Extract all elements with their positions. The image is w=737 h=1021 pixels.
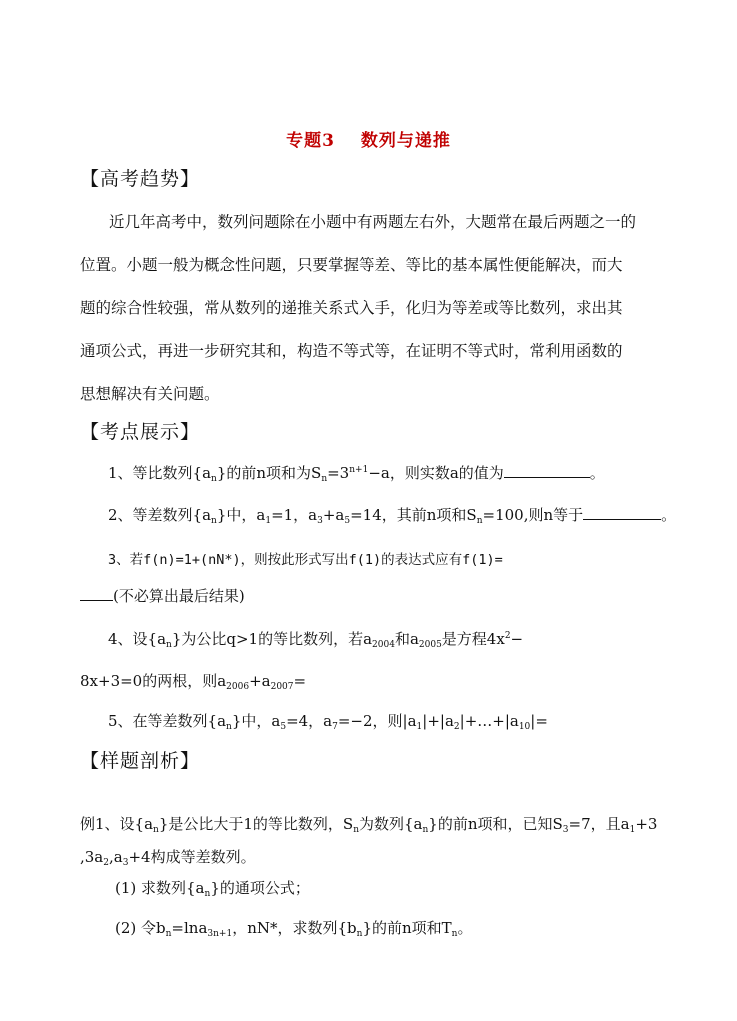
question-2: 2、等差数列$\{a_n\}$中，$a_1=1$，$a_3+a_5=14$，其前n项和$S_n=100$,则n等于 。	[108, 506, 677, 526]
question-3-line-2: (不必算出最后结果)	[80, 585, 245, 606]
answer-blank-1[interactable]	[504, 463, 590, 478]
example-1-line-2: $,3a_2,a_3+4$构成等差数列。	[80, 848, 256, 868]
example-1-part-1: (1) 求数列$\{a_n\}$的通项公式；	[115, 879, 310, 899]
section-heading-trend: 【高考趋势】	[80, 168, 201, 190]
question-1: 1、等比数列$\{a_n\}$的前n项和为$S_n=3^{n+1}-a$，则实数a的值为 。	[108, 464, 605, 484]
trend-line-3: 题的综合性较强，常从数列的递推关系式入手，化归为等差或等比数列，求出其	[80, 299, 623, 317]
page-title	[0, 126, 737, 151]
trend-line-4: 通项公式，再进一步研究其和，构造不等式等，在证明不等式时，常利用函数的	[80, 342, 623, 360]
title-topic-number: 专题3	[286, 131, 335, 151]
title-topic-name: 数列与递推	[360, 131, 451, 151]
question-3-line-1: 3、若f(n)=1+(nN*)，则按此形式写出f(1)的表达式应有f(1)=	[108, 552, 503, 568]
example-1-part-2: (2) 令$b_n=\ln a_{3n+1}$，nN*，求数列$\{b_n\}$的前n项和$T_n$。	[115, 919, 473, 939]
example-1-line-1: 例1、设$\{a_n\}$是公比大于1的等比数列，$S_n$为数列$\{a_n\}$的前n项和，已知$S_3=7$，且$a_1+3$	[80, 815, 658, 835]
trend-line-5: 思想解决有关问题。	[80, 385, 220, 403]
answer-blank-2[interactable]	[583, 505, 661, 520]
section-heading-examples: 【样题剖析】	[80, 750, 201, 772]
question-5: 5、在等差数列$\{a_n\}$中，$a_5=4$，$a_7=-2$，则$|a_1|+|a_2|+\dots+|a_{10}|=$	[108, 712, 548, 732]
section-heading-points: 【考点展示】	[80, 421, 201, 443]
answer-blank-3[interactable]	[80, 586, 113, 601]
trend-line-1: 近几年高考中，数列问题除在小题中有两题左右外，大题常在最后两题之一的	[109, 213, 637, 231]
question-4-line-2: 8x+3=0的两根，则$a_{2006}+a_{2007}=$	[80, 672, 307, 692]
question-4-line-1: 4、设$\{a_n\}$为公比q>1的等比数列，若$a_{2004}$和$a_{2005}$是方程$4x^2-$	[108, 630, 524, 650]
trend-line-2: 位置。小题一般为概念性问题，只要掌握等差、等比的基本属性便能解决，而大	[80, 256, 623, 274]
